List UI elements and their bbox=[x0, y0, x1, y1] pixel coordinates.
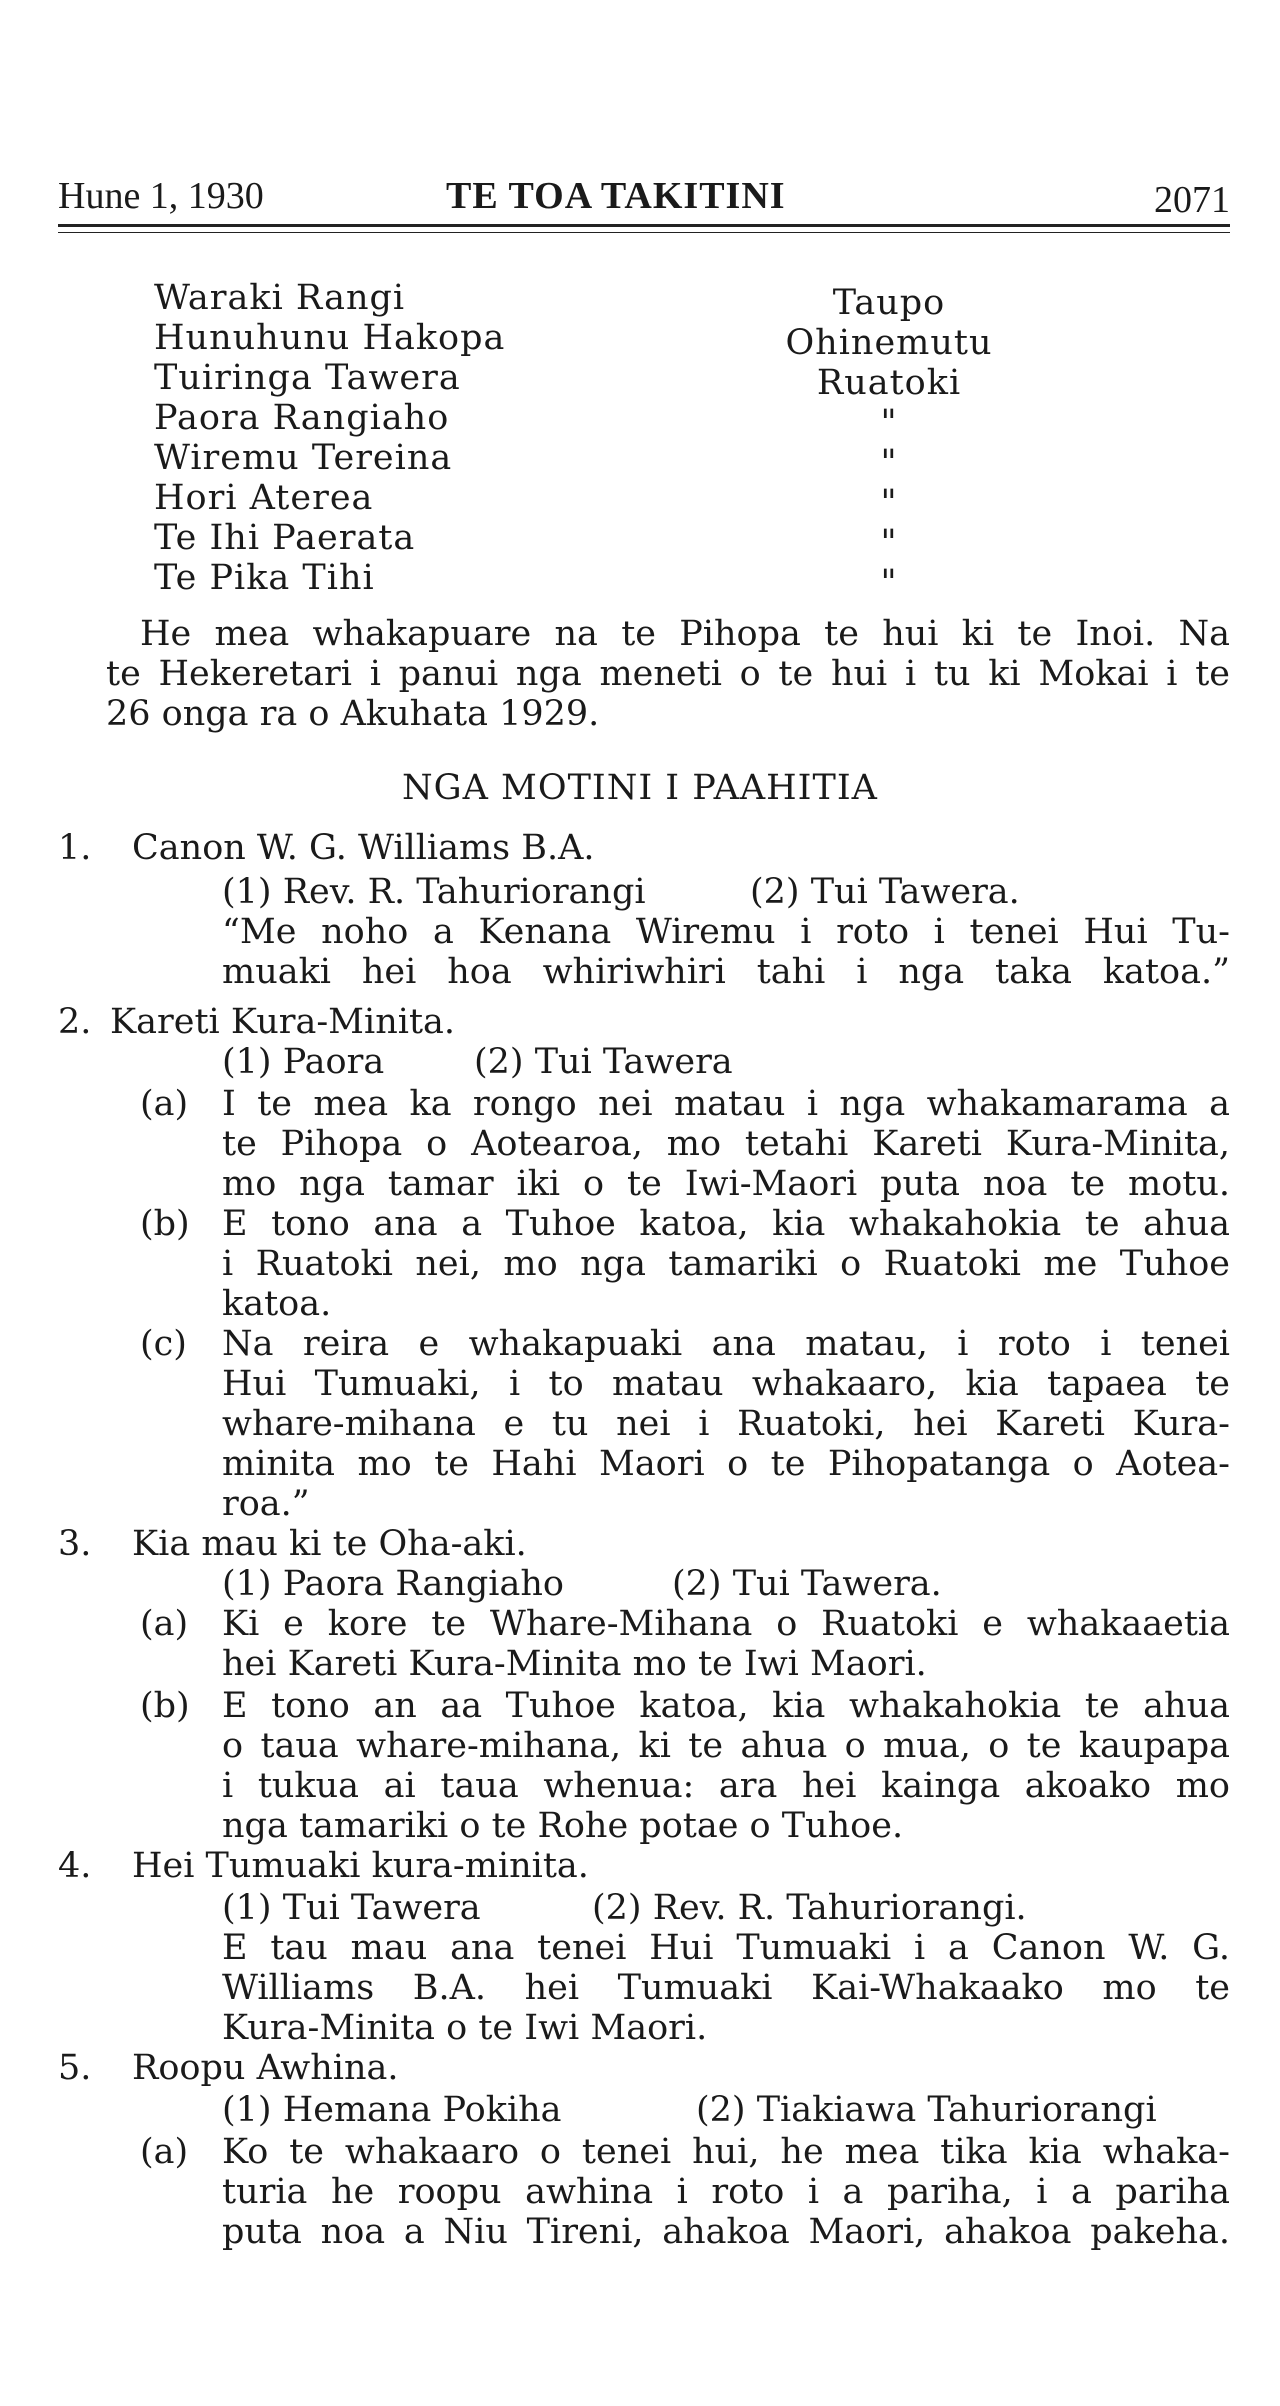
clause-mark: (a) bbox=[140, 2132, 189, 2172]
clause-text: o taua whare-mihana, ki te ahua o mua, o te kaupapa bbox=[222, 1726, 1230, 1766]
section-title: NGA MOTINI I PAAHITIA bbox=[402, 768, 878, 808]
clause-mark: (a) bbox=[140, 1084, 189, 1124]
motion-seconder: (2) Tui Tawera bbox=[474, 1042, 733, 1082]
clause-text: whare-mihana e tu nei i Ruatoki, hei Kareti Kura- bbox=[222, 1404, 1230, 1444]
motion-seconder: (2) Tui Tawera. bbox=[672, 1564, 942, 1604]
clause-text: E tono an aa Tuhoe katoa, kia whakahokia te ahua bbox=[222, 1686, 1230, 1726]
page-header bbox=[58, 176, 1230, 226]
intro-line: 26 onga ra o Akuhata 1929. bbox=[106, 694, 600, 734]
attendee-place: " bbox=[880, 483, 898, 523]
attendee-name: Hunuhunu Hakopa bbox=[154, 318, 506, 358]
clause-mark: (b) bbox=[140, 1204, 190, 1244]
clause-text: Hui Tumuaki, i to matau whakaaro, kia tapaea te bbox=[222, 1364, 1230, 1404]
motion-mover: (1) Rev. R. Tahuriorangi bbox=[222, 872, 646, 912]
clause-text: i tukua ai taua whenua: ara hei kainga akoako mo bbox=[222, 1766, 1230, 1806]
header-rule bbox=[58, 224, 1230, 227]
motion-number: 3. bbox=[58, 1524, 92, 1564]
clause-text: roa.” bbox=[222, 1484, 310, 1524]
clause-text: nga tamariki o te Rohe potae o Tuhoe. bbox=[222, 1806, 904, 1846]
intro-line: He mea whakapuare na te Pihopa te hui ki te Inoi. Na bbox=[140, 614, 1230, 654]
motion-mover: (1) Paora bbox=[222, 1042, 385, 1082]
motion-mover: (1) Tui Tawera bbox=[222, 1888, 481, 1928]
motion-text: E tau mau ana tenei Hui Tumuaki i a Canon W. G. bbox=[222, 1928, 1230, 1968]
clause-mark: (a) bbox=[140, 1604, 189, 1644]
motion-text: muaki hei hoa whiriwhiri tahi i nga taka katoa.” bbox=[222, 952, 1230, 992]
motion-text: “Me noho a Kenana Wiremu i roto i tenei Hui Tu- bbox=[222, 912, 1230, 952]
motion-number: 4. bbox=[58, 1846, 92, 1886]
attendee-place: " bbox=[880, 523, 898, 563]
clause-text: i Ruatoki nei, mo nga tamariki o Ruatoki me Tuhoe bbox=[222, 1244, 1230, 1284]
clause-text: minita mo te Hahi Maori o te Pihopatanga o Aotea- bbox=[222, 1444, 1230, 1484]
clause-text: turia he roopu awhina i roto i a pariha, i a pariha bbox=[222, 2172, 1230, 2212]
attendee-name: Paora Rangiaho bbox=[154, 398, 450, 438]
clause-text: Ki e kore te Whare-Mihana o Ruatoki e whakaaetia bbox=[222, 1604, 1230, 1644]
attendee-row bbox=[154, 318, 1114, 363]
motion-title: Roopu Awhina. bbox=[132, 2048, 399, 2088]
attendee-row bbox=[154, 438, 1114, 483]
clause-text: hei Kareti Kura-Minita mo te Iwi Maori. bbox=[222, 1644, 927, 1684]
intro-line: te Hekeretari i panui nga meneti o te hui i tu ki Mokai i te bbox=[106, 654, 1230, 694]
motion-number: 2. bbox=[58, 1002, 92, 1042]
motion-text: Williams B.A. hei Tumuaki Kai-Whakaako mo te bbox=[222, 1968, 1230, 2008]
attendee-name: Waraki Rangi bbox=[154, 278, 406, 318]
motion-mover: (1) Paora Rangiaho bbox=[222, 1564, 564, 1604]
attendee-list bbox=[154, 278, 1114, 603]
attendee-row bbox=[154, 278, 1114, 323]
motion-seconder: (2) Tiakiawa Tahuriorangi bbox=[696, 2090, 1157, 2130]
attendee-name: Tuiringa Tawera bbox=[154, 358, 461, 398]
motion-mover: (1) Hemana Pokiha bbox=[222, 2090, 562, 2130]
motion-seconder: (2) Rev. R. Tahuriorangi. bbox=[592, 1888, 1027, 1928]
header-rule-thin bbox=[58, 232, 1230, 233]
motion-title: Kia mau ki te Oha-aki. bbox=[132, 1524, 527, 1564]
clause-text: I te mea ka rongo nei matau i nga whakamarama a bbox=[222, 1084, 1230, 1124]
attendee-name: Te Pika Tihi bbox=[154, 558, 375, 598]
attendee-row bbox=[154, 518, 1114, 563]
attendee-row bbox=[154, 478, 1114, 523]
page-number: 2071 bbox=[1154, 179, 1230, 221]
attendee-place: Taupo bbox=[832, 283, 946, 323]
attendee-row bbox=[154, 358, 1114, 403]
motion-number: 1. bbox=[58, 828, 92, 868]
attendee-name: Te Ihi Paerata bbox=[154, 518, 416, 558]
attendee-place: " bbox=[880, 403, 898, 443]
attendee-place: Ohinemutu bbox=[785, 323, 993, 363]
motion-title: Kareti Kura-Minita. bbox=[110, 1002, 456, 1042]
attendee-row bbox=[154, 398, 1114, 443]
header-title: TE TOA TAKITINI bbox=[446, 175, 786, 217]
motion-number: 5. bbox=[58, 2048, 92, 2088]
attendee-place: Ruatoki bbox=[816, 363, 962, 403]
clause-text: puta noa a Niu Tireni, ahakoa Maori, ahakoa pakeha. bbox=[222, 2212, 1230, 2252]
clause-mark: (b) bbox=[140, 1686, 190, 1726]
clause-mark: (c) bbox=[140, 1324, 187, 1364]
motion-seconder: (2) Tui Tawera. bbox=[750, 872, 1020, 912]
header-date: Hune 1, 1930 bbox=[58, 175, 264, 217]
clause-text: Ko te whakaaro o tenei hui, he mea tika kia whaka- bbox=[222, 2132, 1230, 2172]
attendee-name: Hori Aterea bbox=[154, 478, 374, 518]
clause-text: E tono ana a Tuhoe katoa, kia whakahokia te ahua bbox=[222, 1204, 1230, 1244]
attendee-place: " bbox=[880, 563, 898, 603]
motion-text: Kura-Minita o te Iwi Maori. bbox=[222, 2008, 708, 2048]
motion-title: Canon W. G. Williams B.A. bbox=[132, 828, 595, 868]
motion-title: Hei Tumuaki kura-minita. bbox=[132, 1846, 589, 1886]
clause-text: Na reira e whakapuaki ana matau, i roto i tenei bbox=[222, 1324, 1230, 1364]
attendee-place: " bbox=[880, 443, 898, 483]
clause-text: katoa. bbox=[222, 1284, 332, 1324]
attendee-name: Wiremu Tereina bbox=[154, 438, 453, 478]
clause-text: mo nga tamar iki o te Iwi-Maori puta noa te motu. bbox=[222, 1164, 1230, 1204]
clause-text: te Pihopa o Aotearoa, mo tetahi Kareti Kura-Minita, bbox=[222, 1124, 1230, 1164]
attendee-row bbox=[154, 558, 1114, 603]
